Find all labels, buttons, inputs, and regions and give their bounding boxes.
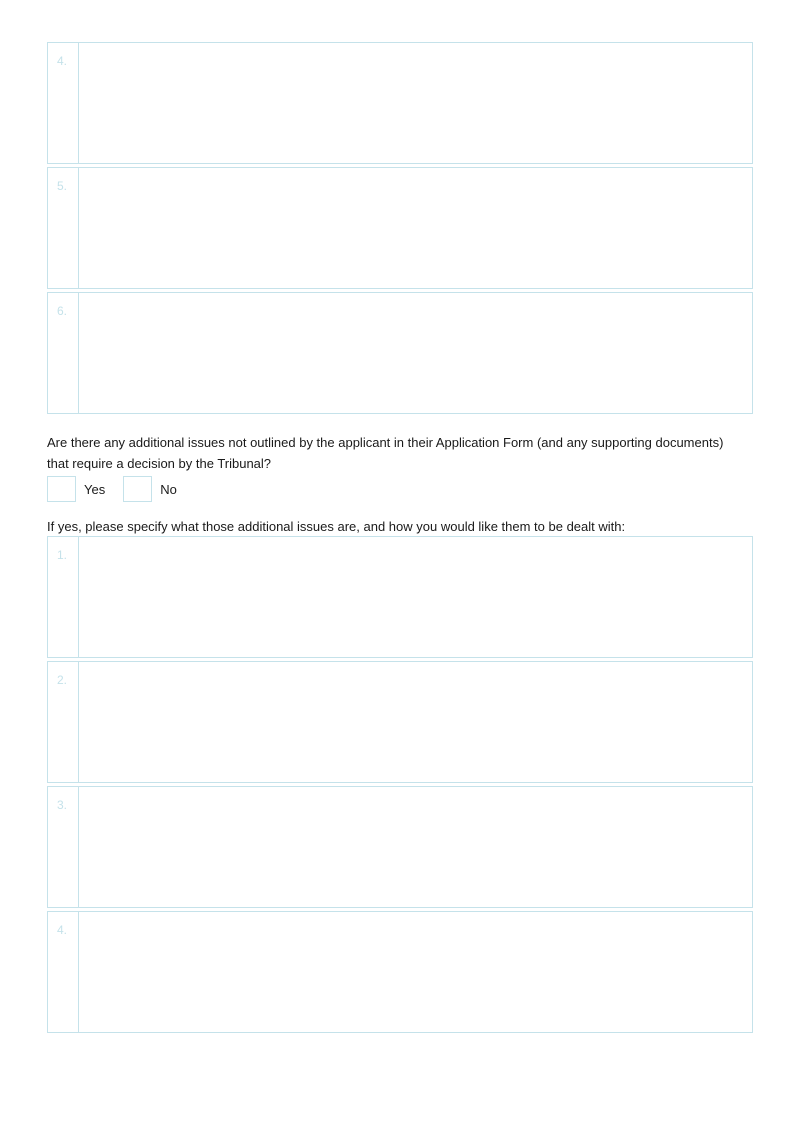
issue-number: 2. — [48, 662, 79, 782]
issue-number: 6. — [48, 293, 79, 413]
additional-issue-box-2[interactable] — [47, 661, 753, 783]
yes-label: Yes — [84, 481, 106, 497]
yes-no-options — [47, 476, 195, 502]
issue-text-field[interactable] — [79, 293, 752, 413]
issue-text-field[interactable] — [79, 43, 752, 163]
issue-text-field[interactable] — [79, 537, 752, 657]
additional-issues-instruction: If yes, please specify what those additional issues are, and how you would like them to be dealt with: — [47, 519, 626, 534]
issue-number: 5. — [48, 168, 79, 288]
additional-issue-box-1[interactable] — [47, 536, 753, 658]
issue-text-field[interactable] — [79, 662, 752, 782]
issue-number: 1. — [48, 537, 79, 657]
no-label: No — [160, 481, 177, 497]
additional-issues-question — [47, 432, 757, 474]
issue-box-6[interactable] — [47, 292, 753, 414]
issue-text-field[interactable] — [79, 168, 752, 288]
issue-number: 4. — [48, 912, 79, 1032]
issue-text-field[interactable] — [79, 912, 752, 1032]
issue-box-5[interactable] — [47, 167, 753, 289]
issue-box-4[interactable] — [47, 42, 753, 164]
issue-number: 4. — [48, 43, 79, 163]
question-line-2: that require a decision by the Tribunal? — [47, 456, 272, 471]
additional-issue-box-4[interactable] — [47, 911, 753, 1033]
question-line-1: Are there any additional issues not outlined by the applicant in their Application Form (and any supporting documents) — [47, 435, 724, 450]
no-checkbox[interactable] — [123, 476, 152, 502]
yes-checkbox[interactable] — [47, 476, 76, 502]
additional-issue-box-3[interactable] — [47, 786, 753, 908]
issue-text-field[interactable] — [79, 787, 752, 907]
issue-number: 3. — [48, 787, 79, 907]
